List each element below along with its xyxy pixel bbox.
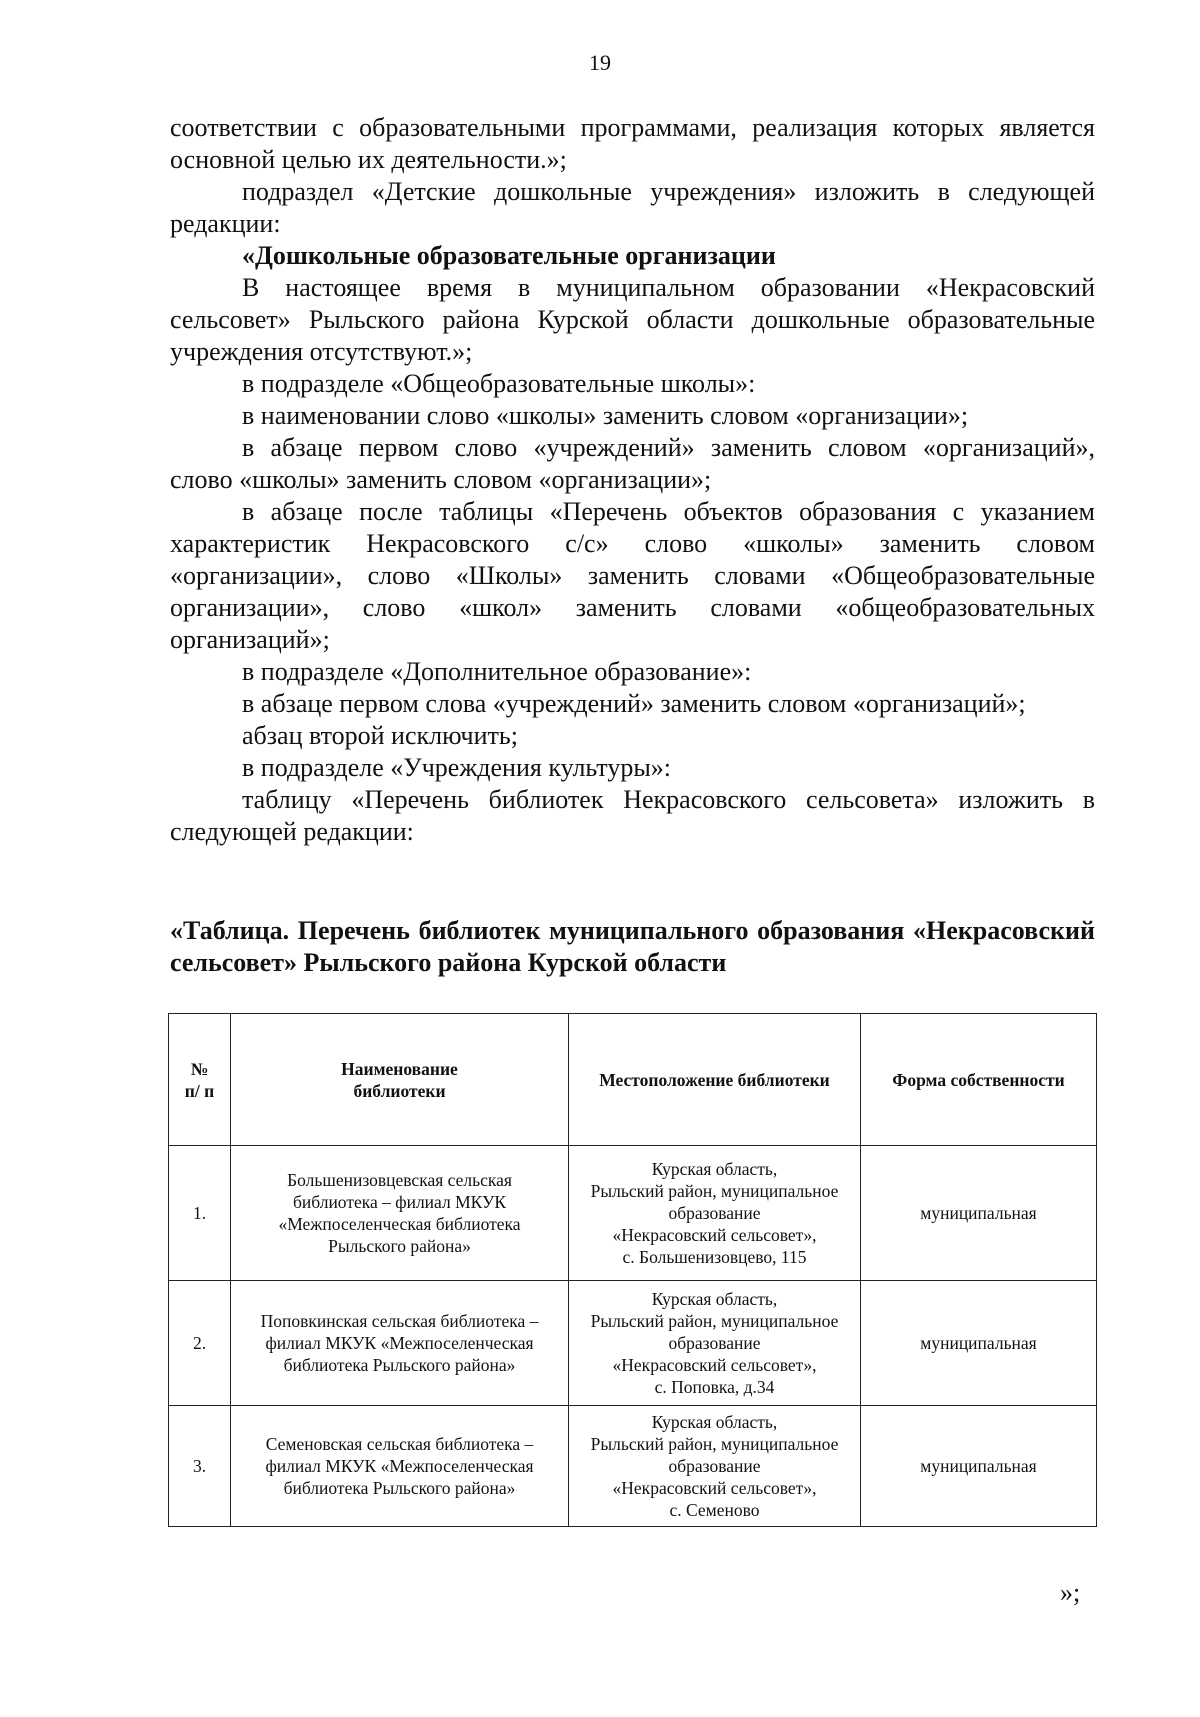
table-row xyxy=(169,1281,1097,1406)
cell-line: Курская область, xyxy=(651,1412,778,1432)
cell-location xyxy=(569,1406,861,1527)
cell-number: 2. xyxy=(169,1281,231,1406)
paragraph: в абзаце первом слово «учреждений» заменить словом «организаций», слово «школы» заменить словом «организации»; xyxy=(170,433,1095,494)
cell-ownership: муниципальная xyxy=(861,1146,1097,1281)
cell-line: «Некрасовский сельсовет», xyxy=(612,1355,817,1375)
header-name-line: библиотеки xyxy=(353,1080,446,1101)
cell-ownership: муниципальная xyxy=(861,1281,1097,1406)
header-location: Местоположение библиотеки xyxy=(569,1014,861,1146)
cell-line: с. Поповка, д.34 xyxy=(654,1377,775,1397)
cell-line: с. Семеново xyxy=(669,1500,760,1520)
header-name-line: Наименование xyxy=(341,1058,458,1079)
cell-number: 1. xyxy=(169,1146,231,1281)
cell-line: Рыльский район, муниципальное xyxy=(590,1181,839,1201)
cell-line: Курская область, xyxy=(651,1159,778,1179)
cell-line: библиотека – филиал МКУК xyxy=(292,1192,507,1212)
cell-line: образование xyxy=(668,1203,761,1223)
header-number xyxy=(169,1014,231,1146)
cell-line: Рыльского района» xyxy=(328,1236,471,1256)
cell-name xyxy=(231,1281,569,1406)
paragraph: подраздел «Детские дошкольные учреждения» изложить в следующей редакции: xyxy=(170,177,1095,238)
paragraph: в подразделе «Общеобразовательные школы»: xyxy=(242,369,756,398)
header-number-line: № xyxy=(190,1058,209,1079)
table-title: «Таблица. Перечень библиотек муниципального образования «Некрасовский сельсовет» Рыльского района Курской области xyxy=(170,916,1095,977)
cell-line: с. Большенизовцево, 115 xyxy=(622,1247,807,1267)
closing-quote: »; xyxy=(1060,1578,1081,1607)
paragraph: таблицу «Перечень библиотек Некрасовского сельсовета» изложить в следующей редакции: xyxy=(170,785,1095,846)
paragraph: соответствии с образовательными программами, реализация которых является основной целью их деятельности.»; xyxy=(170,113,1095,174)
table-header-row xyxy=(169,1014,1097,1146)
cell-line: библиотека Рыльского района» xyxy=(283,1478,516,1498)
cell-location xyxy=(569,1146,861,1281)
paragraph: в абзаце первом слова «учреждений» заменить словом «организаций»; xyxy=(242,689,1026,718)
paragraph: в подразделе «Учреждения культуры»: xyxy=(242,753,672,782)
body-text xyxy=(170,112,1095,848)
table-row xyxy=(169,1146,1097,1281)
cell-location xyxy=(569,1281,861,1406)
paragraph: абзац второй исключить; xyxy=(242,721,518,750)
cell-line: филиал МКУК «Межпоселенческая xyxy=(265,1456,534,1476)
cell-line: «Некрасовский сельсовет», xyxy=(612,1225,817,1245)
cell-line: «Межпоселенческая библиотека xyxy=(278,1214,521,1234)
page-number: 19 xyxy=(589,50,611,75)
cell-line: Поповкинская сельская библиотека – xyxy=(260,1311,539,1331)
cell-line: Рыльский район, муниципальное xyxy=(590,1311,839,1331)
paragraph: в абзаце после таблицы «Перечень объектов образования с указанием характеристик Некрасовского с/с» слово «школы» заменить словом «организации», слово «Школы» заменить словами «Общеобразовательные организации», слово «школ» заменить словами «общеобразовательных организаций»; xyxy=(170,497,1095,654)
cell-line: филиал МКУК «Межпоселенческая xyxy=(265,1333,534,1353)
cell-name xyxy=(231,1146,569,1281)
cell-line: Курская область, xyxy=(651,1289,778,1309)
cell-line: Рыльский район, муниципальное xyxy=(590,1434,839,1454)
cell-number: 3. xyxy=(169,1406,231,1527)
cell-line: «Некрасовский сельсовет», xyxy=(612,1478,817,1498)
table-row xyxy=(169,1406,1097,1527)
paragraph: В настоящее время в муниципальном образовании «Некрасовский сельсовет» Рыльского района Курской области дошкольные образовательные учреждения отсутствуют.»; xyxy=(170,273,1095,366)
libraries-table xyxy=(168,1013,1097,1527)
paragraph: в наименовании слово «школы» заменить словом «организации»; xyxy=(242,401,969,430)
paragraph: в подразделе «Дополнительное образование»: xyxy=(242,657,752,686)
section-heading: «Дошкольные образовательные организации xyxy=(242,241,776,270)
cell-line: библиотека Рыльского района» xyxy=(283,1355,516,1375)
header-name xyxy=(231,1014,569,1146)
cell-line: образование xyxy=(668,1456,761,1476)
cell-name xyxy=(231,1406,569,1527)
cell-line: образование xyxy=(668,1333,761,1353)
cell-ownership: муниципальная xyxy=(861,1406,1097,1527)
header-number-line: п/ п xyxy=(184,1080,215,1101)
header-ownership: Форма собственности xyxy=(861,1014,1097,1146)
cell-line: Большенизовцевская сельская xyxy=(287,1170,512,1190)
cell-line: Семеновская сельская библиотека – xyxy=(265,1434,534,1454)
